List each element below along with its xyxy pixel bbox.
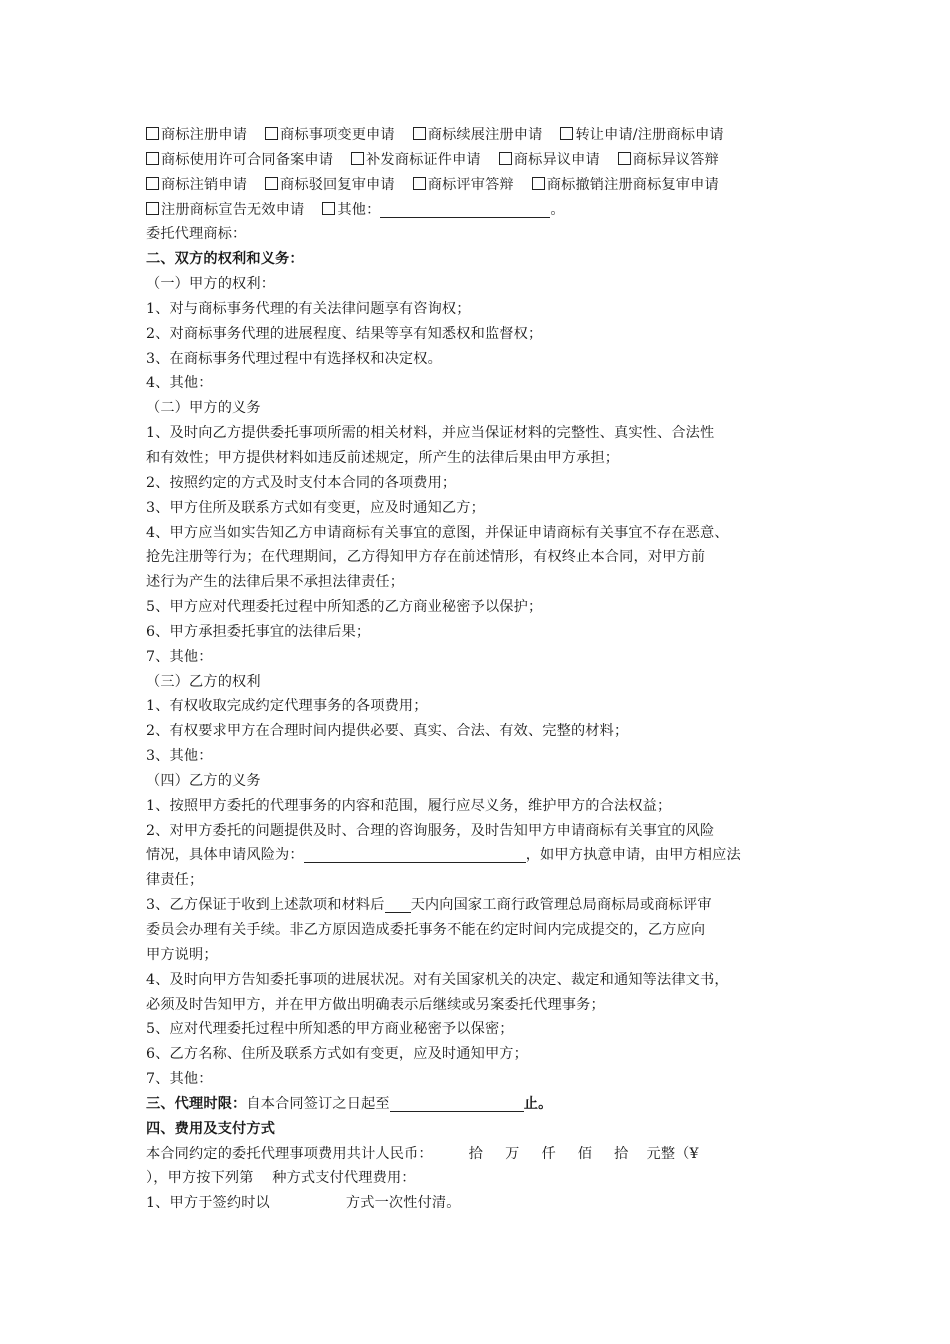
- fee-unit-shi-wan: 拾: [468, 1145, 484, 1162]
- checkbox-icon[interactable]: [265, 177, 278, 190]
- clause-d2-line1: 2、对甲方委托的问题提供及时、合理的咨询服务，及时告知甲方申请商标有关事宜的风险: [146, 822, 715, 839]
- checkbox-icon[interactable]: [322, 202, 335, 215]
- term-end-blank-field[interactable]: [390, 1095, 524, 1112]
- clause-d4-line1: 4、及时向甲方告知委托事项的进展状况。对有关国家机关的决定、裁定和通知等法律文书，: [146, 971, 729, 988]
- clause-b1-line2: 和有效性；甲方提供材料如违反前述规定，所产生的法律后果由甲方承担；: [146, 449, 620, 466]
- checkbox-icon[interactable]: [351, 152, 364, 165]
- checkbox-icon[interactable]: [532, 177, 545, 190]
- clause-d2-line3: 律责任；: [146, 872, 204, 889]
- clause-b7: 7、其他：: [146, 648, 213, 665]
- clause-d4-line2: 必须及时告知甲方，并在甲方做出明确表示后继续或另案委托代理事务；: [146, 996, 605, 1013]
- clause-d3-line3: 甲方说明；: [146, 946, 218, 963]
- other-blank-field[interactable]: [380, 201, 550, 218]
- checkbox-invalidation-application[interactable]: 注册商标宣告无效申请: [146, 202, 304, 218]
- checkbox-opposition-defense[interactable]: 商标异议答辩: [618, 152, 719, 168]
- clause-b2: 2、按照约定的方式及时支付本合同的各项费用；: [146, 474, 457, 491]
- clause-b6: 6、甲方承担委托事宜的法律后果；: [146, 623, 371, 640]
- checkbox-rejection-review[interactable]: 商标驳回复审申请: [265, 177, 395, 193]
- clause-d2-text: 情况，具体申请风险为：: [146, 847, 304, 864]
- checkbox-change-application[interactable]: 商标事项变更申请: [265, 127, 395, 143]
- checkbox-transfer-application[interactable]: 转让申请/注册商标申请: [560, 127, 723, 143]
- checkbox-icon[interactable]: [560, 127, 573, 140]
- checkbox-icon[interactable]: [146, 202, 159, 215]
- checkbox-cancellation-application[interactable]: 商标注销申请: [146, 177, 247, 193]
- section-2-heading: 二、双方的权利和义务：: [146, 251, 304, 268]
- clause-d2-tail: ，如甲方执意申请，由甲方相应法: [525, 847, 741, 864]
- checkbox-revocation-review[interactable]: 商标撤销注册商标复审申请: [532, 177, 719, 193]
- checkbox-row-3: [146, 173, 818, 198]
- payment-option-1: [146, 1191, 818, 1216]
- clause-b1-line1: 1、及时向乙方提供委托事项所需的相关材料，并应当保证材料的完整性、真实性、合法性: [146, 425, 715, 442]
- clause-b5: 5、甲方应对代理委托过程中所知悉的乙方商业秘密予以保护；: [146, 599, 543, 616]
- clause-c3: 3、其他：: [146, 748, 213, 765]
- section-3-tail: 止。: [523, 1095, 553, 1112]
- clause-d7: 7、其他：: [146, 1071, 213, 1088]
- checkbox-renewal-application[interactable]: 商标续展注册申请: [413, 127, 543, 143]
- fee-total-line: [146, 1142, 818, 1167]
- checkbox-review-defense[interactable]: 商标评审答辩: [413, 177, 514, 193]
- clause-b4-line2: 抢先注册等行为；在代理期间，乙方得知甲方存在前述情形，有权终止本合同，对甲方前: [146, 549, 706, 566]
- clause-d1: 1、按照甲方委托的代理事务的内容和范围，履行应尽义务，维护甲方的合法权益；: [146, 797, 672, 814]
- checkbox-row-2: [146, 148, 818, 173]
- fee-total-text: 本合同约定的委托代理事项费用共计人民币：: [146, 1145, 433, 1162]
- clause-d3-tail: 天内向国家工商行政管理总局商标局或商标评审: [410, 897, 712, 914]
- fee-unit-qian: 仟: [541, 1145, 556, 1162]
- risk-blank-field[interactable]: [304, 846, 526, 863]
- contract-page: [146, 123, 818, 1216]
- payment-option-1-tail: 方式一次性付清。: [345, 1195, 461, 1212]
- checkbox-icon[interactable]: [146, 127, 159, 140]
- checkbox-reissue-certificate[interactable]: 补发商标证件申请: [351, 152, 481, 168]
- clause-d2-line2: [146, 843, 818, 868]
- fee-unit-shi: 拾: [614, 1145, 629, 1162]
- payment-method-line: ），甲方按下列第 种方式支付代理费用：: [146, 1170, 416, 1187]
- checkbox-icon[interactable]: [413, 127, 426, 140]
- clause-a4: 4、其他：: [146, 375, 213, 392]
- row-end-punct: 。: [550, 201, 565, 218]
- clause-a3: 3、在商标事务代理过程中有选择权和决定权。: [146, 350, 442, 367]
- checkbox-icon[interactable]: [146, 177, 159, 190]
- clause-d3-line2: 委员会办理有关手续。非乙方原因造成委托事务不能在约定时间内完成提交的，乙方应向: [146, 922, 706, 938]
- clause-d5: 5、应对代理委托过程中所知悉的甲方商业秘密予以保密；: [146, 1021, 514, 1038]
- fee-unit-bai: 佰: [577, 1145, 593, 1162]
- clause-b4-line1: 4、甲方应当如实告知乙方申请商标有关事宜的意图，并保证申请商标有关事宜不存在恶意、: [146, 524, 729, 541]
- clause-b3: 3、甲方住所及联系方式如有变更，应及时通知乙方；: [146, 499, 485, 516]
- entrust-trademark-label: 委托代理商标：: [146, 226, 247, 243]
- checkbox-opposition-application[interactable]: 商标异议申请: [499, 152, 600, 168]
- fee-yuan-end: 元整（¥: [646, 1145, 699, 1162]
- section-4-heading: 四、费用及支付方式: [146, 1120, 276, 1137]
- section-3-heading: 三、代理时限：: [146, 1095, 247, 1112]
- section-3-text: 自本合同签订之日起至: [246, 1095, 390, 1112]
- checkbox-icon[interactable]: [413, 177, 426, 190]
- checkbox-trademark-registration[interactable]: 商标注册申请: [146, 127, 247, 143]
- payment-option-1-text: 1、甲方于签约时以: [146, 1195, 270, 1212]
- subsection-party-a-duties: （二）甲方的义务: [146, 400, 261, 417]
- clause-a2: 2、对商标事务代理的进展程度、结果等享有知悉权和监督权；: [146, 325, 543, 342]
- section-3-agency-term: [146, 1092, 818, 1117]
- clause-c1: 1、有权收取完成约定代理事务的各项费用；: [146, 698, 428, 715]
- days-blank-field[interactable]: [385, 896, 411, 913]
- checkbox-icon[interactable]: [499, 152, 512, 165]
- subsection-party-b-duties: （四）乙方的义务: [146, 772, 261, 789]
- clause-c2: 2、有权要求甲方在合理时间内提供必要、真实、合法、有效、完整的材料；: [146, 723, 629, 740]
- checkbox-icon[interactable]: [146, 152, 159, 165]
- clause-a1: 1、对与商标事务代理的有关法律问题享有咨询权；: [146, 300, 471, 317]
- checkbox-row-4: [146, 198, 818, 223]
- checkbox-license-filing[interactable]: 商标使用许可合同备案申请: [146, 152, 333, 168]
- subsection-party-b-rights: （三）乙方的权利: [146, 673, 261, 690]
- checkbox-icon[interactable]: [265, 127, 278, 140]
- clause-b4-line3: 述行为产生的法律后果不承担法律责任；: [146, 574, 405, 591]
- clause-d6: 6、乙方名称、住所及联系方式如有变更，应及时通知甲方；: [146, 1046, 528, 1063]
- checkbox-row-1: [146, 123, 818, 148]
- checkbox-icon[interactable]: [618, 152, 631, 165]
- checkbox-other[interactable]: 其他：: [322, 202, 380, 218]
- subsection-party-a-rights: （一）甲方的权利：: [146, 276, 276, 293]
- fee-unit-wan: 万: [505, 1145, 520, 1162]
- clause-d3-text: 3、乙方保证于收到上述款项和材料后: [146, 897, 385, 914]
- clause-d3-line1: [146, 893, 818, 918]
